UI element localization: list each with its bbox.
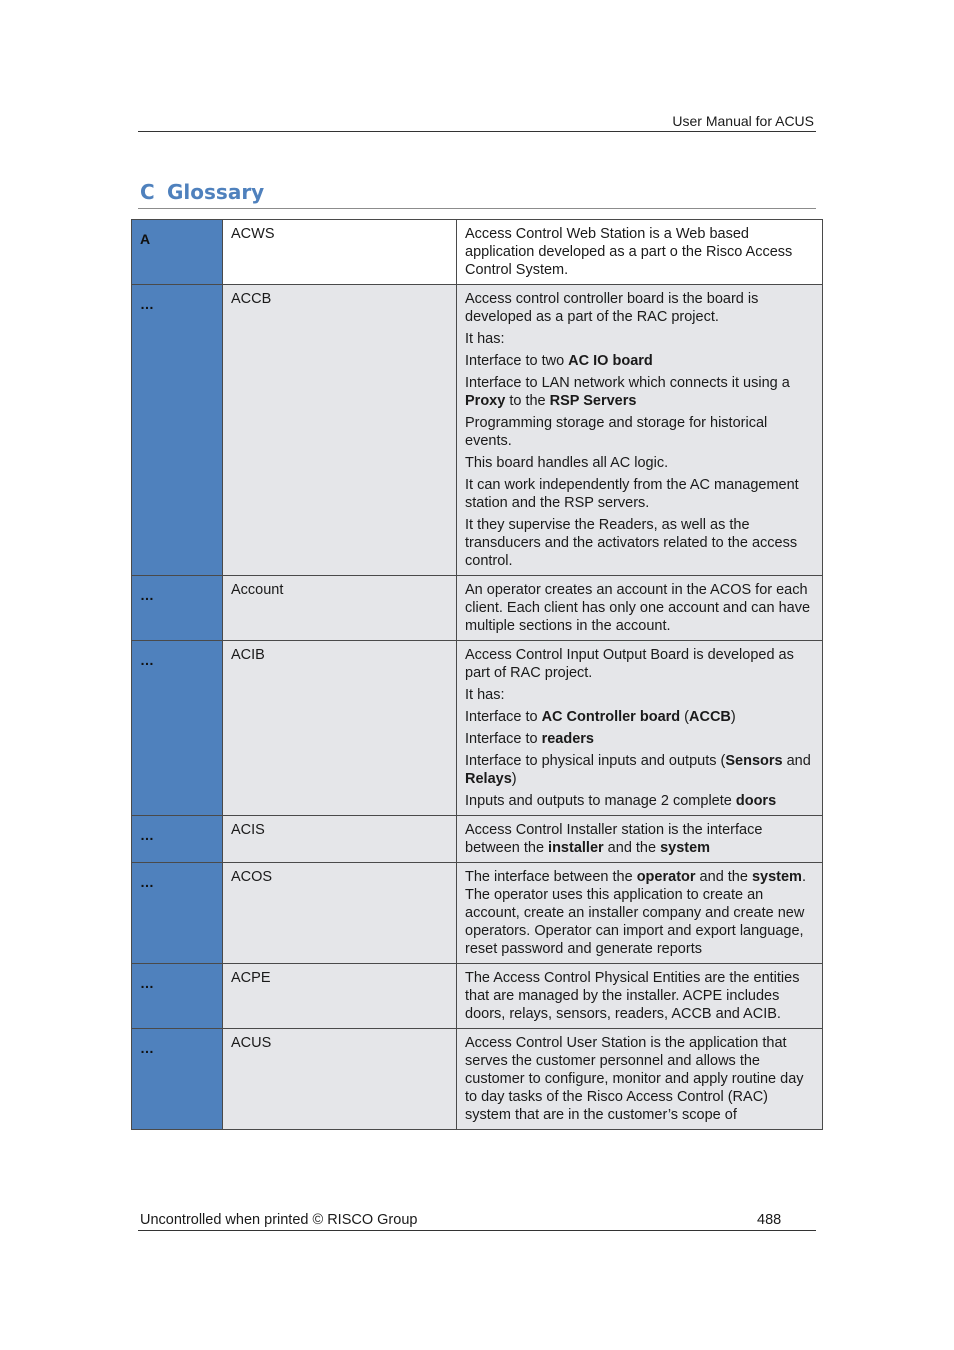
- bold-term: doors: [735, 793, 777, 809]
- bold-term: system: [751, 869, 802, 885]
- definition-paragraph: [465, 868, 814, 958]
- glossary-row: [132, 220, 823, 285]
- definition-paragraph: [465, 1034, 814, 1124]
- definition-paragraph: [465, 686, 814, 704]
- glossary-definition: [457, 816, 823, 863]
- definition-paragraph: [465, 454, 814, 472]
- glossary-table: [131, 219, 823, 1130]
- glossary-letter: …: [132, 964, 223, 1029]
- glossary-term: Account: [223, 576, 457, 641]
- text-run: Interface to two: [465, 353, 569, 369]
- glossary-definition: [457, 863, 823, 964]
- glossary-term: ACWS: [223, 220, 457, 285]
- glossary-definition: [457, 641, 823, 816]
- glossary-term: ACIB: [223, 641, 457, 816]
- bold-term: Relays: [465, 771, 512, 787]
- glossary-letter: …: [132, 863, 223, 964]
- bold-term: AC IO board: [568, 353, 653, 369]
- glossary-row: [132, 816, 823, 863]
- glossary-term: ACOS: [223, 863, 457, 964]
- definition-paragraph: [465, 752, 814, 788]
- text-run: and: [782, 753, 811, 769]
- text-run: An operator creates an account in the ACOS for each client. Each client has only one account and can have multiple sections in the account.: [465, 582, 811, 634]
- glossary-row: [132, 1029, 823, 1130]
- bold-term: system: [660, 840, 711, 856]
- glossary-letter: A: [132, 220, 223, 285]
- definition-paragraph: [465, 581, 814, 635]
- definition-paragraph: [465, 374, 814, 410]
- header-rule: [138, 131, 816, 132]
- glossary-definition: [457, 964, 823, 1029]
- text-run: Access control controller board is the board is developed as a part of the RAC project.: [465, 291, 759, 325]
- glossary-term: ACPE: [223, 964, 457, 1029]
- glossary-row: [132, 964, 823, 1029]
- definition-paragraph: [465, 730, 814, 748]
- footer-rule: [138, 1230, 816, 1231]
- definition-paragraph: [465, 969, 814, 1023]
- bold-term: ACCB: [689, 709, 731, 725]
- glossary-row: [132, 863, 823, 964]
- bold-term: installer: [548, 840, 604, 856]
- glossary-row: [132, 576, 823, 641]
- text-run: ): [730, 709, 736, 725]
- text-run: This board handles all AC logic.: [465, 455, 669, 471]
- definition-paragraph: [465, 476, 814, 512]
- definition-paragraph: [465, 330, 814, 348]
- section-number: C: [140, 180, 155, 204]
- definition-paragraph: [465, 646, 814, 682]
- definition-paragraph: [465, 290, 814, 326]
- definition-paragraph: [465, 414, 814, 450]
- definition-paragraph: [465, 516, 814, 570]
- text-run: Interface to: [465, 709, 542, 725]
- text-run: It has:: [465, 687, 505, 703]
- text-run: . The operator uses this application to create an account, create an installer company and create new operators. Operator can import and export language, reset password and generate reports: [465, 869, 806, 957]
- footer-page-number: 488: [757, 1212, 782, 1228]
- glossary-letter: …: [132, 285, 223, 576]
- glossary-body: [132, 220, 823, 1130]
- text-run: Access Control User Station is the application that serves the customer personnel and allows the customer to configure, monitor and apply routine day to day tasks of the Risco Access Control (RAC) system that are in the customer’s scope of: [465, 1035, 804, 1123]
- text-run: It has:: [465, 331, 505, 347]
- section-title-text: Glossary: [167, 180, 265, 204]
- definition-paragraph: [465, 352, 814, 370]
- definition-paragraph: [465, 708, 814, 726]
- text-run: (: [680, 709, 689, 725]
- bold-term: Sensors: [725, 753, 783, 769]
- text-run: Access Control Input Output Board is developed as part of RAC project.: [465, 647, 794, 681]
- definition-paragraph: [465, 225, 814, 279]
- glossary-letter: …: [132, 1029, 223, 1130]
- glossary-term: ACCB: [223, 285, 457, 576]
- text-run: The Access Control Physical Entities are the entities that are managed by the installer. ACPE includes doors, relays, sensors, readers, ACCB and ACIB.: [465, 970, 800, 1022]
- text-run: and the: [603, 840, 661, 856]
- text-run: and the: [695, 869, 752, 885]
- text-run: Interface to physical inputs and outputs (: [465, 753, 726, 769]
- glossary-definition: [457, 220, 823, 285]
- text-run: ): [511, 771, 517, 787]
- bold-term: Proxy: [465, 393, 506, 409]
- bold-term: AC Controller board: [541, 709, 681, 725]
- text-run: It can work independently from the AC management station and the RSP servers.: [465, 477, 799, 511]
- glossary-definition: [457, 285, 823, 576]
- bold-term: readers: [541, 731, 594, 747]
- text-run: Interface to LAN network which connects it using a: [465, 375, 790, 391]
- running-header: User Manual for ACUS: [672, 113, 814, 129]
- glossary-term: ACUS: [223, 1029, 457, 1130]
- text-run: Interface to: [465, 731, 542, 747]
- glossary-letter: …: [132, 816, 223, 863]
- glossary-row: [132, 641, 823, 816]
- bold-term: RSP Servers: [549, 393, 637, 409]
- glossary-definition: [457, 576, 823, 641]
- text-run: It they supervise the Readers, as well as the transducers and the activators related to the access control.: [465, 517, 798, 569]
- text-run: to the: [505, 393, 550, 409]
- text-run: Access Control Web Station is a Web based application developed as a part o the Risco Access Control System.: [465, 226, 793, 278]
- definition-paragraph: [465, 821, 814, 857]
- text-run: The interface between the: [465, 869, 637, 885]
- glossary-term: ACIS: [223, 816, 457, 863]
- footer-copyright: Uncontrolled when printed © RISCO Group: [140, 1212, 418, 1228]
- glossary-letter: …: [132, 576, 223, 641]
- definition-paragraph: [465, 792, 814, 810]
- text-run: Access Control Installer station is the interface between the: [465, 822, 763, 856]
- text-run: Programming storage and storage for historical events.: [465, 415, 768, 449]
- title-rule: [138, 208, 816, 209]
- glossary-row: [132, 285, 823, 576]
- glossary-definition: [457, 1029, 823, 1130]
- bold-term: operator: [636, 869, 696, 885]
- text-run: Inputs and outputs to manage 2 complete: [465, 793, 736, 809]
- section-title: [140, 178, 264, 206]
- glossary-letter: …: [132, 641, 223, 816]
